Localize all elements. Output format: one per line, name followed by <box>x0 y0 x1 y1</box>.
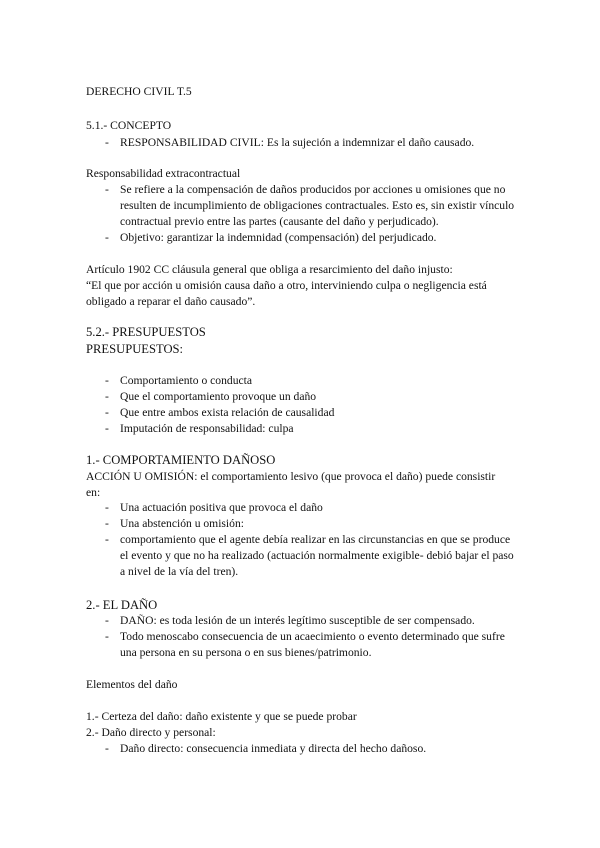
accion-omision-line-2: en: <box>86 486 101 499</box>
heading-comportamiento-danoso: 1.- COMPORTAMIENTO DAÑOSO <box>86 453 276 467</box>
bullet-dash: - <box>105 630 109 643</box>
elemento-certeza: 1.- Certeza del daño: daño existente y que se puede probar <box>86 710 357 723</box>
accion-omision-line-1: ACCIÓN U OMISIÓN: el comportamiento lesivo (que provoca el daño) puede consistir <box>86 470 496 483</box>
quote-line-2: obligado a reparar el daño causado”. <box>86 295 256 308</box>
bullet-dash: - <box>105 533 109 546</box>
subheading-extracontractual: Responsabilidad extracontractual <box>86 167 241 180</box>
heading-el-dano: 2.- EL DAÑO <box>86 598 158 612</box>
bullet-dash: - <box>105 231 109 244</box>
dano-item: DAÑO: es toda lesión de un interés legítimo susceptible de ser compensado. <box>120 614 475 627</box>
articulo-1902: Artículo 1902 CC cláusula general que obliga a resarcimiento del daño injusto: <box>86 263 453 276</box>
bullet-dash: - <box>105 406 109 419</box>
bullet-dash: - <box>105 517 109 530</box>
bullet-dash: - <box>105 501 109 514</box>
presupuesto-item: Que el comportamiento provoque un daño <box>120 390 317 403</box>
bullet-dash: - <box>105 614 109 627</box>
bullet-dash: - <box>105 742 109 755</box>
bullet-dash: - <box>105 390 109 403</box>
bullet-extracontractual-definicion: Se refiere a la compensación de daños producidos por acciones u omisiones que no resulten de incumplimiento de obligaciones contractuales. Esto es, sin existir vínculo contractual previo entre las partes (causante del daño y perjudicado). <box>120 183 515 228</box>
comportamiento-item: comportamiento que el agente debía realizar en las circunstancias en que se produce el evento y que no ha realizado (actuación normalmente exigible- debió bajar el paso a nivel de la vía del tren). <box>120 533 514 578</box>
comportamiento-item: Una abstención u omisión: <box>120 517 244 530</box>
section-heading-presupuestos: 5.2.- PRESUPUESTOS <box>86 325 206 339</box>
bullet-dano-directo: Daño directo: consecuencia inmediata y directa del hecho dañoso. <box>120 742 427 755</box>
section-heading-concepto: 5.1.- CONCEPTO <box>86 119 172 132</box>
bullet-dash: - <box>105 422 109 435</box>
quote-line-1: “El que por acción u omisión causa daño a otro, interviniendo culpa o negligencia está <box>86 279 487 292</box>
elemento-directo-personal: 2.- Daño directo y personal: <box>86 726 216 739</box>
bullet-dash: - <box>105 183 109 196</box>
presupuesto-item: Comportamiento o conducta <box>120 374 253 387</box>
dano-item: Todo menoscabo consecuencia de un acaecimiento o evento determinado que sufre una persona en su persona o en sus bienes/patrimonio. <box>120 630 505 659</box>
presupuesto-item: Imputación de responsabilidad: culpa <box>120 422 294 435</box>
bullet-responsabilidad-civil: RESPONSABILIDAD CIVIL: Es la sujeción a indemnizar el daño causado. <box>120 136 475 149</box>
comportamiento-item: Una actuación positiva que provoca el daño <box>120 501 323 514</box>
heading-elementos-del-dano: Elementos del daño <box>86 678 178 691</box>
bullet-dash: - <box>105 136 109 149</box>
presupuesto-item: Que entre ambos exista relación de causalidad <box>120 406 335 419</box>
document-title: DERECHO CIVIL T.5 <box>86 85 192 98</box>
bullet-dash: - <box>105 374 109 387</box>
bullet-objetivo: Objetivo: garantizar la indemnidad (compensación) del perjudicado. <box>120 231 437 244</box>
presupuestos-label: PRESUPUESTOS: <box>86 342 184 356</box>
